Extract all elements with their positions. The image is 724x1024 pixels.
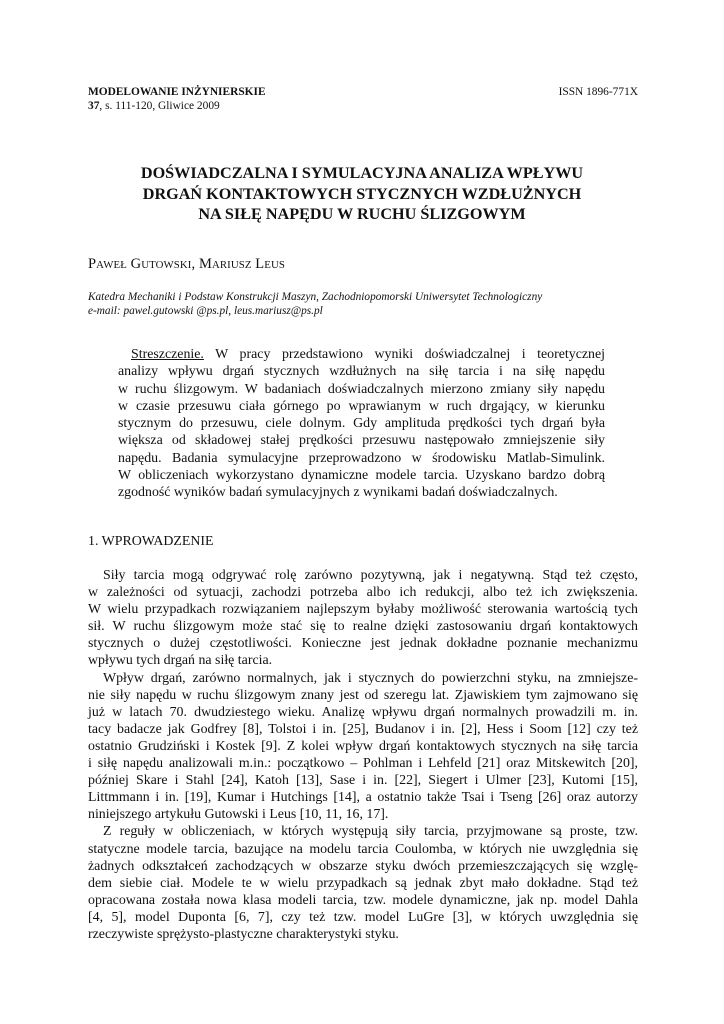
journal-name: MODELOWANIE INŻYNIERSKIE xyxy=(88,86,266,98)
abstract-line: zgodność wyników badań symulacyjnych z wynikami badań doświadczalnych. xyxy=(118,485,558,501)
author1-first-initial: P xyxy=(88,256,97,272)
body-line: tacy badacze jak Godfrey [8], Tolstoi i in. [25], Budanov i in. [2], Hess i Soom [12] czy też xyxy=(88,721,638,737)
body-line: nie siły napędu w ruchu ślizgowym znany jest od szeregu lat. Zjawiskiem tym zajmowano się xyxy=(88,687,638,703)
abstract-line: w czasie przesuwu ciała górnego po wprawianym w ruch drgający, w kierunku xyxy=(118,398,605,414)
body-line: dem siebie ciał. Modele te w wielu przypadkach są jednak zbyt mało dokładne. Stąd też xyxy=(88,875,638,891)
header-row xyxy=(88,85,638,99)
abstract xyxy=(118,346,605,502)
author1-first-rest: AWEŁ xyxy=(96,259,127,271)
body-line: Siły tarcia mogą odgrywać rolę zarówno pozytywną, jak i negatywną. Stąd też często, xyxy=(103,568,638,583)
abstract-line: napędu. Badania symulacyjne przeprowadzono w środowisku Matlab-Simulink. xyxy=(118,450,605,466)
affiliation xyxy=(88,290,648,319)
body-line: później Skare i Stahl [24], Katoh [13], Sase i in. [22], Siegert i Ulmer [23], Kutomi [15], xyxy=(88,773,638,789)
author1-last-rest: UTOWSKI xyxy=(141,259,192,271)
author2-first-rest: ARIUSZ xyxy=(211,259,252,271)
body-line: w zależności od sytuacji, zachodzi potrzeba albo ich redukcji, albo też ich zwiększenia. xyxy=(88,585,638,601)
section-body xyxy=(88,567,638,943)
body-line: [4, 5], model Duponta [6, 7], czy też tzw. model LuGre [3], w których uwzględnia się xyxy=(88,909,638,925)
body-line: Z reguły w obliczeniach, w których występują siły tarcia, przyjmowane są proste, tzw. xyxy=(103,824,638,840)
abstract-line: Streszczenie. W pracy przedstawiono wyniki doświadczalnej i teoretycznej xyxy=(131,347,605,362)
abstract-line: stycznym do przesuwu, ciele dolnym. Gdy amplituda prędkości tych drgań była xyxy=(118,416,605,432)
volume-number: 37 xyxy=(88,100,100,112)
pages-place-year: , s. 111-120, Gliwice 2009 xyxy=(99,100,220,112)
body-line: sił. W ruchu ślizgowym może stać się to realne dzięki zastosowaniu drgań kontaktowych xyxy=(88,619,638,635)
body-line: Wpływ drgań, zarówno normalnych, jak i stycznych do powierzchni styku, na zmniejsze- xyxy=(103,670,638,686)
authors xyxy=(88,256,285,273)
abstract-line: w ruchu ślizgowym. W badaniach doświadczalnych mierzono zmiany siły napędu xyxy=(118,381,605,397)
body-line: wpływu tych drgań na siłę tarcia. xyxy=(88,653,273,669)
issn: ISSN 1896-771X xyxy=(558,86,638,98)
body-line: statyczne modele tarcia, bazujące na modelu tarcia Coulomba, w których nie uwzględnia się xyxy=(88,841,638,857)
body-line: stycznych o dużej częstotliwości. Konieczne jest jednak dokładne poznanie mechanizmu xyxy=(88,636,638,652)
body-line: W wielu przypadkach rozwiązaniem najlepszym byłaby możliwość sterowania wartością tych xyxy=(88,602,638,618)
author2-first-initial: M xyxy=(198,256,212,272)
author2-last-rest: EUS xyxy=(264,259,285,271)
affiliation-email: e-mail: pawel.gutowski @ps.pl, leus.mariusz@ps.pl xyxy=(88,305,323,318)
body-line: rzeczywiste sprężysto-plastyczne charakterystyki styku. xyxy=(88,926,399,942)
body-line: i siłę napędu analizowali m.in.: początkowo – Pohlman i Lehfeld [21] oraz Mitskewitch [20], xyxy=(88,756,638,772)
title-line-2: DRGAŃ KONTAKTOWYCH STYCZNYCH WZDŁUŻNYCH xyxy=(142,184,582,203)
section-heading: 1. WPROWADZENIE xyxy=(88,534,214,549)
abstract-lead: Streszczenie. xyxy=(131,347,204,362)
body-line: Littmmann i in. [19], Kumar i Hutchings [14], a ostatnio także Tsai i Tseng [26] oraz autorzy xyxy=(88,790,638,806)
author1-last-initial: G xyxy=(130,256,142,272)
journal-header xyxy=(88,85,638,113)
author-separator: , xyxy=(191,256,199,272)
body-line: niniejszego artykułu Gutowski i Leus [10, 11, 16, 17]. xyxy=(88,807,389,823)
paper-title xyxy=(60,163,664,225)
title-line-3: NA SIŁĘ NAPĘDU W RUCHU ŚLIZGOWYM xyxy=(198,205,526,223)
title-line-1: DOŚWIADCZALNA I SYMULACYJNA ANALIZA WPŁYWU xyxy=(140,164,584,182)
author2-last-initial: L xyxy=(255,256,265,272)
body-line: żadnych odkształceń zachodzących w obszarze styku dwóch przemieszczających się wzglę- xyxy=(88,858,638,874)
body-line: ostatnio Grudziński i Kostek [9]. Z kolei wpływ drgań kontaktowych stycznych na siłę tarcia xyxy=(88,738,638,754)
abstract-line: większa od składowej stałej prędkości przesuwu następowało zmniejszenie siły xyxy=(118,433,605,449)
abstract-line: W obliczeniach wykorzystano dynamiczne modele tarcia. Uzyskano bardzo dobrą xyxy=(118,468,605,484)
body-line: już w latach 70. dwudziestego wieku. Analizę wpływu drgań normalnych prowadzili m. in. xyxy=(88,704,638,720)
abstract-line: analizy wpływu drgań stycznych wzdłużnych na siłę tarcia i na siłę napędu xyxy=(118,364,605,380)
body-line: opracowana została nowa klasa modeli tarcia, tzw. modele dynamiczne, jak np. model Dahla xyxy=(88,892,638,908)
citation-line xyxy=(88,99,638,113)
affiliation-line-1: Katedra Mechaniki i Podstaw Konstrukcji Maszyn, Zachodniopomorski Uniwersytet Technologiczny xyxy=(88,291,543,303)
